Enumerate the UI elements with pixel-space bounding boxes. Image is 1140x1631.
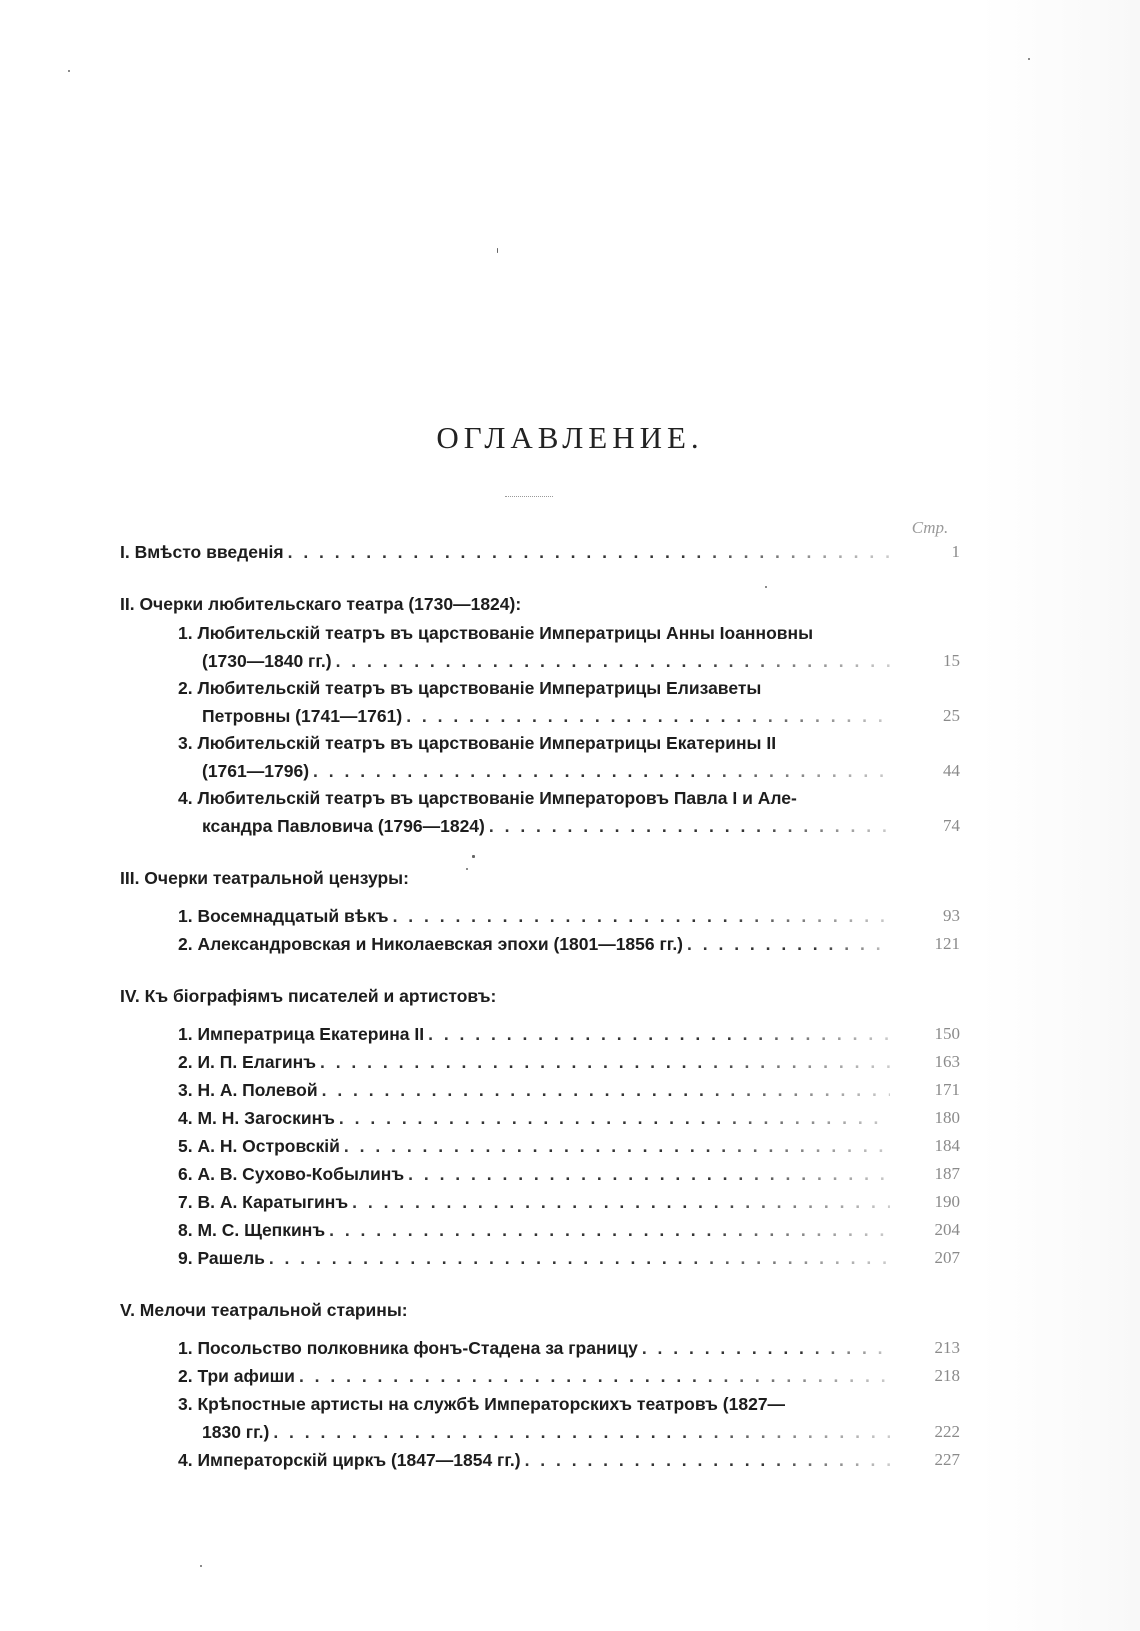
- toc-page-number: 187: [934, 1164, 960, 1183]
- toc-entry[interactable]: [178, 1048, 890, 1076]
- toc-page-number: 184: [934, 1136, 960, 1155]
- dot-leader: [428, 1020, 890, 1048]
- toc-entry-title: 4. М. Н. Загоскинъ: [178, 1108, 335, 1128]
- scan-shadow: [980, 0, 1140, 1631]
- toc-entry[interactable]: [178, 902, 890, 930]
- dot-leader: [320, 1048, 890, 1076]
- dot-leader: [273, 1418, 890, 1446]
- toc-entry-title: 8. М. С. Щепкинъ: [178, 1220, 326, 1240]
- toc-page-number: 150: [934, 1024, 960, 1043]
- dot-leader: [642, 1334, 890, 1362]
- toc-page-number: 213: [934, 1338, 960, 1357]
- dot-leader: [393, 902, 890, 930]
- toc-entry-title: (1730—1840 гг.): [202, 651, 332, 671]
- toc-entry-title: 2. Три афиши: [178, 1366, 295, 1386]
- toc-entry[interactable]: [202, 1418, 890, 1446]
- toc-entry-title: 3. Крѣпостные артисты на службѣ Императорскихъ театровъ (1827—: [178, 1394, 786, 1414]
- toc-entry[interactable]: [202, 812, 890, 840]
- toc-entry-title: I. Вмѣсто введенія: [120, 542, 284, 562]
- toc-page-number: 180: [934, 1108, 960, 1127]
- scan-speck: [68, 70, 70, 72]
- toc-entry-title: 9. Рашель: [178, 1248, 265, 1268]
- toc-entry[interactable]: [202, 702, 890, 730]
- dot-leader: [525, 1446, 890, 1474]
- toc-entry[interactable]: [178, 1020, 890, 1048]
- dot-leader: [269, 1244, 890, 1272]
- dot-leader: [687, 930, 890, 958]
- toc-entry-title: 1. Восемнадцатый вѣкъ: [178, 906, 389, 926]
- toc-entry[interactable]: [202, 647, 890, 675]
- toc-entry-title: 4. Любительскій театръ въ царствованіе Императоровъ Павла I и Але-: [178, 788, 797, 808]
- dot-leader: [352, 1188, 890, 1216]
- toc-page-number: 163: [934, 1052, 960, 1071]
- dot-leader: [406, 702, 890, 730]
- toc-entry[interactable]: [178, 1244, 890, 1272]
- toc-page-number: 190: [934, 1192, 960, 1211]
- toc-entry[interactable]: [178, 1362, 890, 1390]
- toc-entry-title: 7. В. А. Каратыгинъ: [178, 1192, 349, 1212]
- toc-entry-title: Петровны (1741—1761): [202, 706, 403, 726]
- scan-speck: [765, 586, 767, 588]
- toc-page-number: 227: [934, 1450, 960, 1469]
- toc-title: ОГЛАВЛЕНИЕ.: [436, 420, 704, 455]
- toc-entry-title: 3. Любительскій театръ въ царствованіе Императрицы Екатерины II: [178, 733, 777, 753]
- toc-page-number: 207: [934, 1248, 960, 1267]
- toc-entry[interactable]: [178, 1160, 890, 1188]
- scan-speck: [466, 868, 468, 870]
- dot-leader: [299, 1362, 890, 1390]
- toc-entry[interactable]: [178, 1104, 890, 1132]
- section-heading: IV. Къ біографіямъ писателей и артистовъ:: [120, 986, 497, 1006]
- section-heading: II. Очерки любительскаго театра (1730—1824):: [120, 594, 522, 614]
- toc-entry[interactable]: [178, 1188, 890, 1216]
- toc-entry[interactable]: [178, 1132, 890, 1160]
- toc-entry[interactable]: [178, 930, 890, 958]
- toc-entry-title: 2. Александровская и Николаевская эпохи (1801—1856 гг.): [178, 934, 684, 954]
- toc-entry[interactable]: [178, 1076, 890, 1104]
- toc-entry[interactable]: [178, 1216, 890, 1244]
- toc-page-number: 15: [943, 651, 960, 670]
- toc-entry[interactable]: [178, 1446, 890, 1474]
- scan-speck: [200, 1565, 202, 1567]
- toc-entry-title: 1. Императрица Екатерина II: [178, 1024, 425, 1044]
- dot-leader: [408, 1160, 890, 1188]
- dot-leader: [288, 538, 890, 566]
- toc-page-number: 1: [951, 542, 960, 561]
- toc-entry-title: 1830 гг.): [202, 1422, 270, 1442]
- dot-leader: [322, 1076, 890, 1104]
- toc-page-number: 44: [943, 761, 960, 780]
- title-ornament: [505, 496, 553, 497]
- toc-page-number: 171: [934, 1080, 960, 1099]
- dot-leader: [329, 1216, 890, 1244]
- toc-entry-title: 6. А. В. Сухово-Кобылинъ: [178, 1164, 405, 1184]
- toc-page-number: 121: [934, 934, 960, 953]
- toc-page-number: 93: [943, 906, 960, 925]
- toc-entry[interactable]: [202, 757, 890, 785]
- toc-entry[interactable]: [120, 538, 890, 566]
- toc-entry-title: 1. Любительскій театръ въ царствованіе Императрицы Анны Іоанновны: [178, 623, 814, 643]
- dot-leader: [489, 812, 890, 840]
- dot-leader: [336, 647, 890, 675]
- scan-speck: [497, 248, 498, 253]
- toc-entry-title: 4. Императорскій циркъ (1847—1854 гг.): [178, 1450, 521, 1470]
- dot-leader: [313, 757, 890, 785]
- scan-speck: [472, 855, 475, 858]
- toc-page-number: 204: [934, 1220, 960, 1239]
- section-heading: III. Очерки театральной цензуры:: [120, 868, 409, 888]
- section-heading: V. Мелочи театральной старины:: [120, 1300, 408, 1320]
- toc-entry-title: 2. И. П. Елагинъ: [178, 1052, 316, 1072]
- toc-page-number: 74: [943, 816, 960, 835]
- toc-page-number: 25: [943, 706, 960, 725]
- toc-entry-title: 1. Посольство полковника фонъ-Стадена за границу: [178, 1338, 638, 1358]
- dot-leader: [339, 1104, 890, 1132]
- toc-entry-title: 5. А. Н. Островскій: [178, 1136, 340, 1156]
- toc-entry-title: ксандра Павловича (1796—1824): [202, 816, 485, 836]
- toc-entry[interactable]: [178, 1334, 890, 1362]
- page-column-header: Стр.: [911, 518, 949, 537]
- toc-entry-title: 2. Любительскій театръ въ царствованіе Императрицы Елизаветы: [178, 678, 762, 698]
- toc-page-number: 218: [934, 1366, 960, 1385]
- dot-leader: [344, 1132, 890, 1160]
- toc-entry-title: (1761—1796): [202, 761, 310, 781]
- scan-speck: [1028, 58, 1030, 60]
- toc-page-number: 222: [934, 1422, 960, 1441]
- toc-entry-title: 3. Н. А. Полевой: [178, 1080, 318, 1100]
